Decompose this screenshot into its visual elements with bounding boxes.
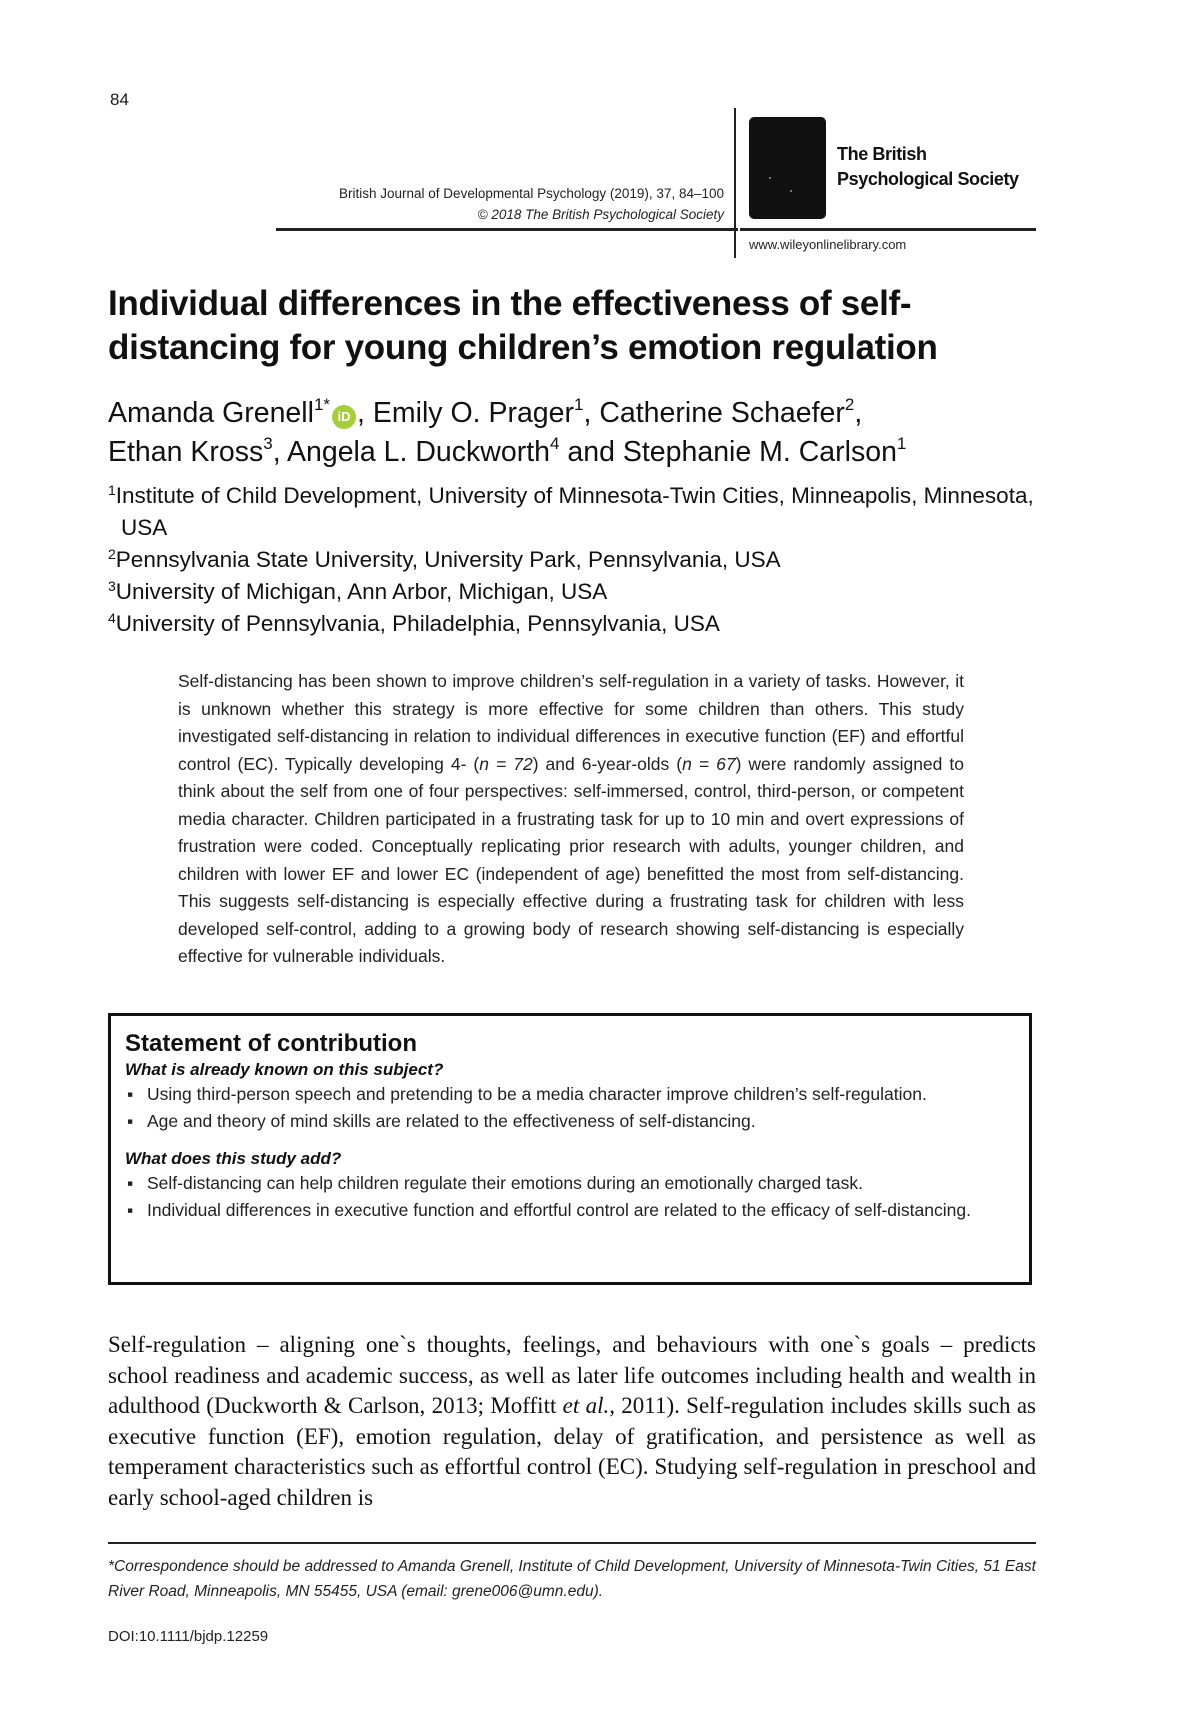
- affiliation-item: $^4$University of Pennsylvania, Philadelphia, Pennsylvania, USA: [108, 610, 720, 636]
- journal-info: [339, 183, 724, 225]
- body-paragraph: Self-regulation – aligning one`s thoughts, feelings, and behaviours with one`s goals – predicts school readiness and academic success, as well as later life outcomes including health and wealth in adulthood (Duckworth & Carlson, 2013; Moffitt et al., 2011). Self-regulation includes skills such as executive function (EF), emotion regulation, delay of gratification, and persistence as well as temperament characteristics such as effortful control (EC). Studying self-regulation in preschool and early school-aged children is: [108, 1332, 1036, 1510]
- statement-of-contribution: [108, 1013, 1032, 1285]
- author-name: Ethan Kross: [108, 436, 264, 468]
- paper-title: Individual differences in the effectiveness of self-distancing for young children’s emotion regulation: [108, 284, 938, 367]
- author-superscript: 1*: [313, 395, 331, 414]
- author-name: Angela L. Duckworth: [287, 436, 550, 468]
- list-item: ▪ Individual differences in executive function and effortful control are related to the efficacy of self-distancing.: [125, 1197, 1015, 1224]
- author-superscript: 4: [549, 434, 560, 453]
- known-heading: What is already known on this subject?: [125, 1060, 444, 1079]
- author-name: Catherine Schaefer: [599, 397, 845, 429]
- society-name-line1: The British: [837, 144, 927, 164]
- correspondence-footnote: *Correspondence should be addressed to Amanda Grenell, Institute of Child Development, University of Minnesota-Twin Cities, 51 East River Road, Minneapolis, MN 55455, USA (email: grene006@umn.edu).: [108, 1558, 1036, 1600]
- header-rule-right: [740, 228, 1036, 231]
- footnote-rule: [108, 1542, 1036, 1544]
- abstract: Self-distancing has been shown to improve children’s self-regulation in a variety of tasks. However, it is unknown whether this strategy is more effective for some children than others. This study investigated self-distancing in relation to individual differences in executive function (EF) and effortful control (EC). Typically developing 4- (n = 72) and 6-year-olds (n = 67) were randomly assigned to think about the self from one of four perspectives: self-immersed, control, third-person, or competent media character. Children participated in a frustrating task for up to 10 min and overt expressions of frustration were coded. Conceptually replicating prior research with adults, younger children, and children with lower EF and lower EC (independent of age) benefitted the most from self-distancing. This suggests self-distancing is especially effective during a frustrating task for children with less developed self-control, adding to a growing body of research showing self-distancing is especially effective for vulnerable individuals.: [178, 671, 964, 966]
- author-superscript: 1: [574, 395, 584, 414]
- author-superscript: 3: [263, 434, 273, 453]
- header-rule-vertical: [734, 108, 736, 258]
- author-superscript: 1: [896, 434, 907, 453]
- author-list: Amanda Grenell$^{1*}$iD , Emily O. Prager$^1$, Catherine Schaefer$^2$, Ethan Kross$^3$, Angela L. Duckworth$^4$ and Stephanie M. Carlson$^1$: [108, 395, 907, 468]
- list-item: ▪ Using third-person speech and pretending to be a media character improve children’s self-regulation.: [125, 1081, 1015, 1108]
- author-name: Stephanie M. Carlson: [622, 436, 897, 468]
- list-item: ▪ Self-distancing can help children regulate their emotions during an emotionally charged task.: [125, 1170, 1015, 1197]
- website-link[interactable]: www.wileyonlinelibrary.com: [749, 237, 907, 252]
- affiliation-item: $^3$University of Michigan, Ann Arbor, Michigan, USA: [108, 578, 608, 604]
- society-name-line2: Psychological Society: [837, 169, 1019, 189]
- author-superscript: 2: [844, 395, 855, 414]
- affiliation-list: [108, 480, 1048, 640]
- society-name: [837, 142, 1019, 192]
- journal-citation: British Journal of Developmental Psychology (2019), 37, 84–100: [339, 186, 724, 201]
- journal-copyright: © 2018 The British Psychological Society: [477, 207, 724, 222]
- author-name: Emily O. Prager: [372, 397, 575, 429]
- affiliation-item: $^1$Institute of Child Development, University of Minnesota-Twin Cities, Minneapolis, Minnesota, USA: [108, 482, 1034, 540]
- bps-logo-icon: [749, 117, 826, 219]
- orcid-icon[interactable]: iD: [332, 405, 356, 429]
- author-name: Amanda Grenell: [108, 397, 314, 429]
- adds-list: [125, 1170, 1015, 1224]
- header-rule-left: [276, 228, 738, 231]
- known-list: [125, 1081, 1015, 1135]
- doi[interactable]: DOI:10.1111/bjdp.12259: [108, 1628, 269, 1645]
- adds-heading: What does this study add?: [125, 1149, 342, 1168]
- page-number: 84: [110, 90, 129, 109]
- affiliation-item: $^2$Pennsylvania State University, University Park, Pennsylvania, USA: [108, 546, 781, 572]
- list-item: ▪ Age and theory of mind skills are related to the effectiveness of self-distancing.: [125, 1108, 1015, 1135]
- contribution-title: Statement of contribution: [125, 1030, 417, 1057]
